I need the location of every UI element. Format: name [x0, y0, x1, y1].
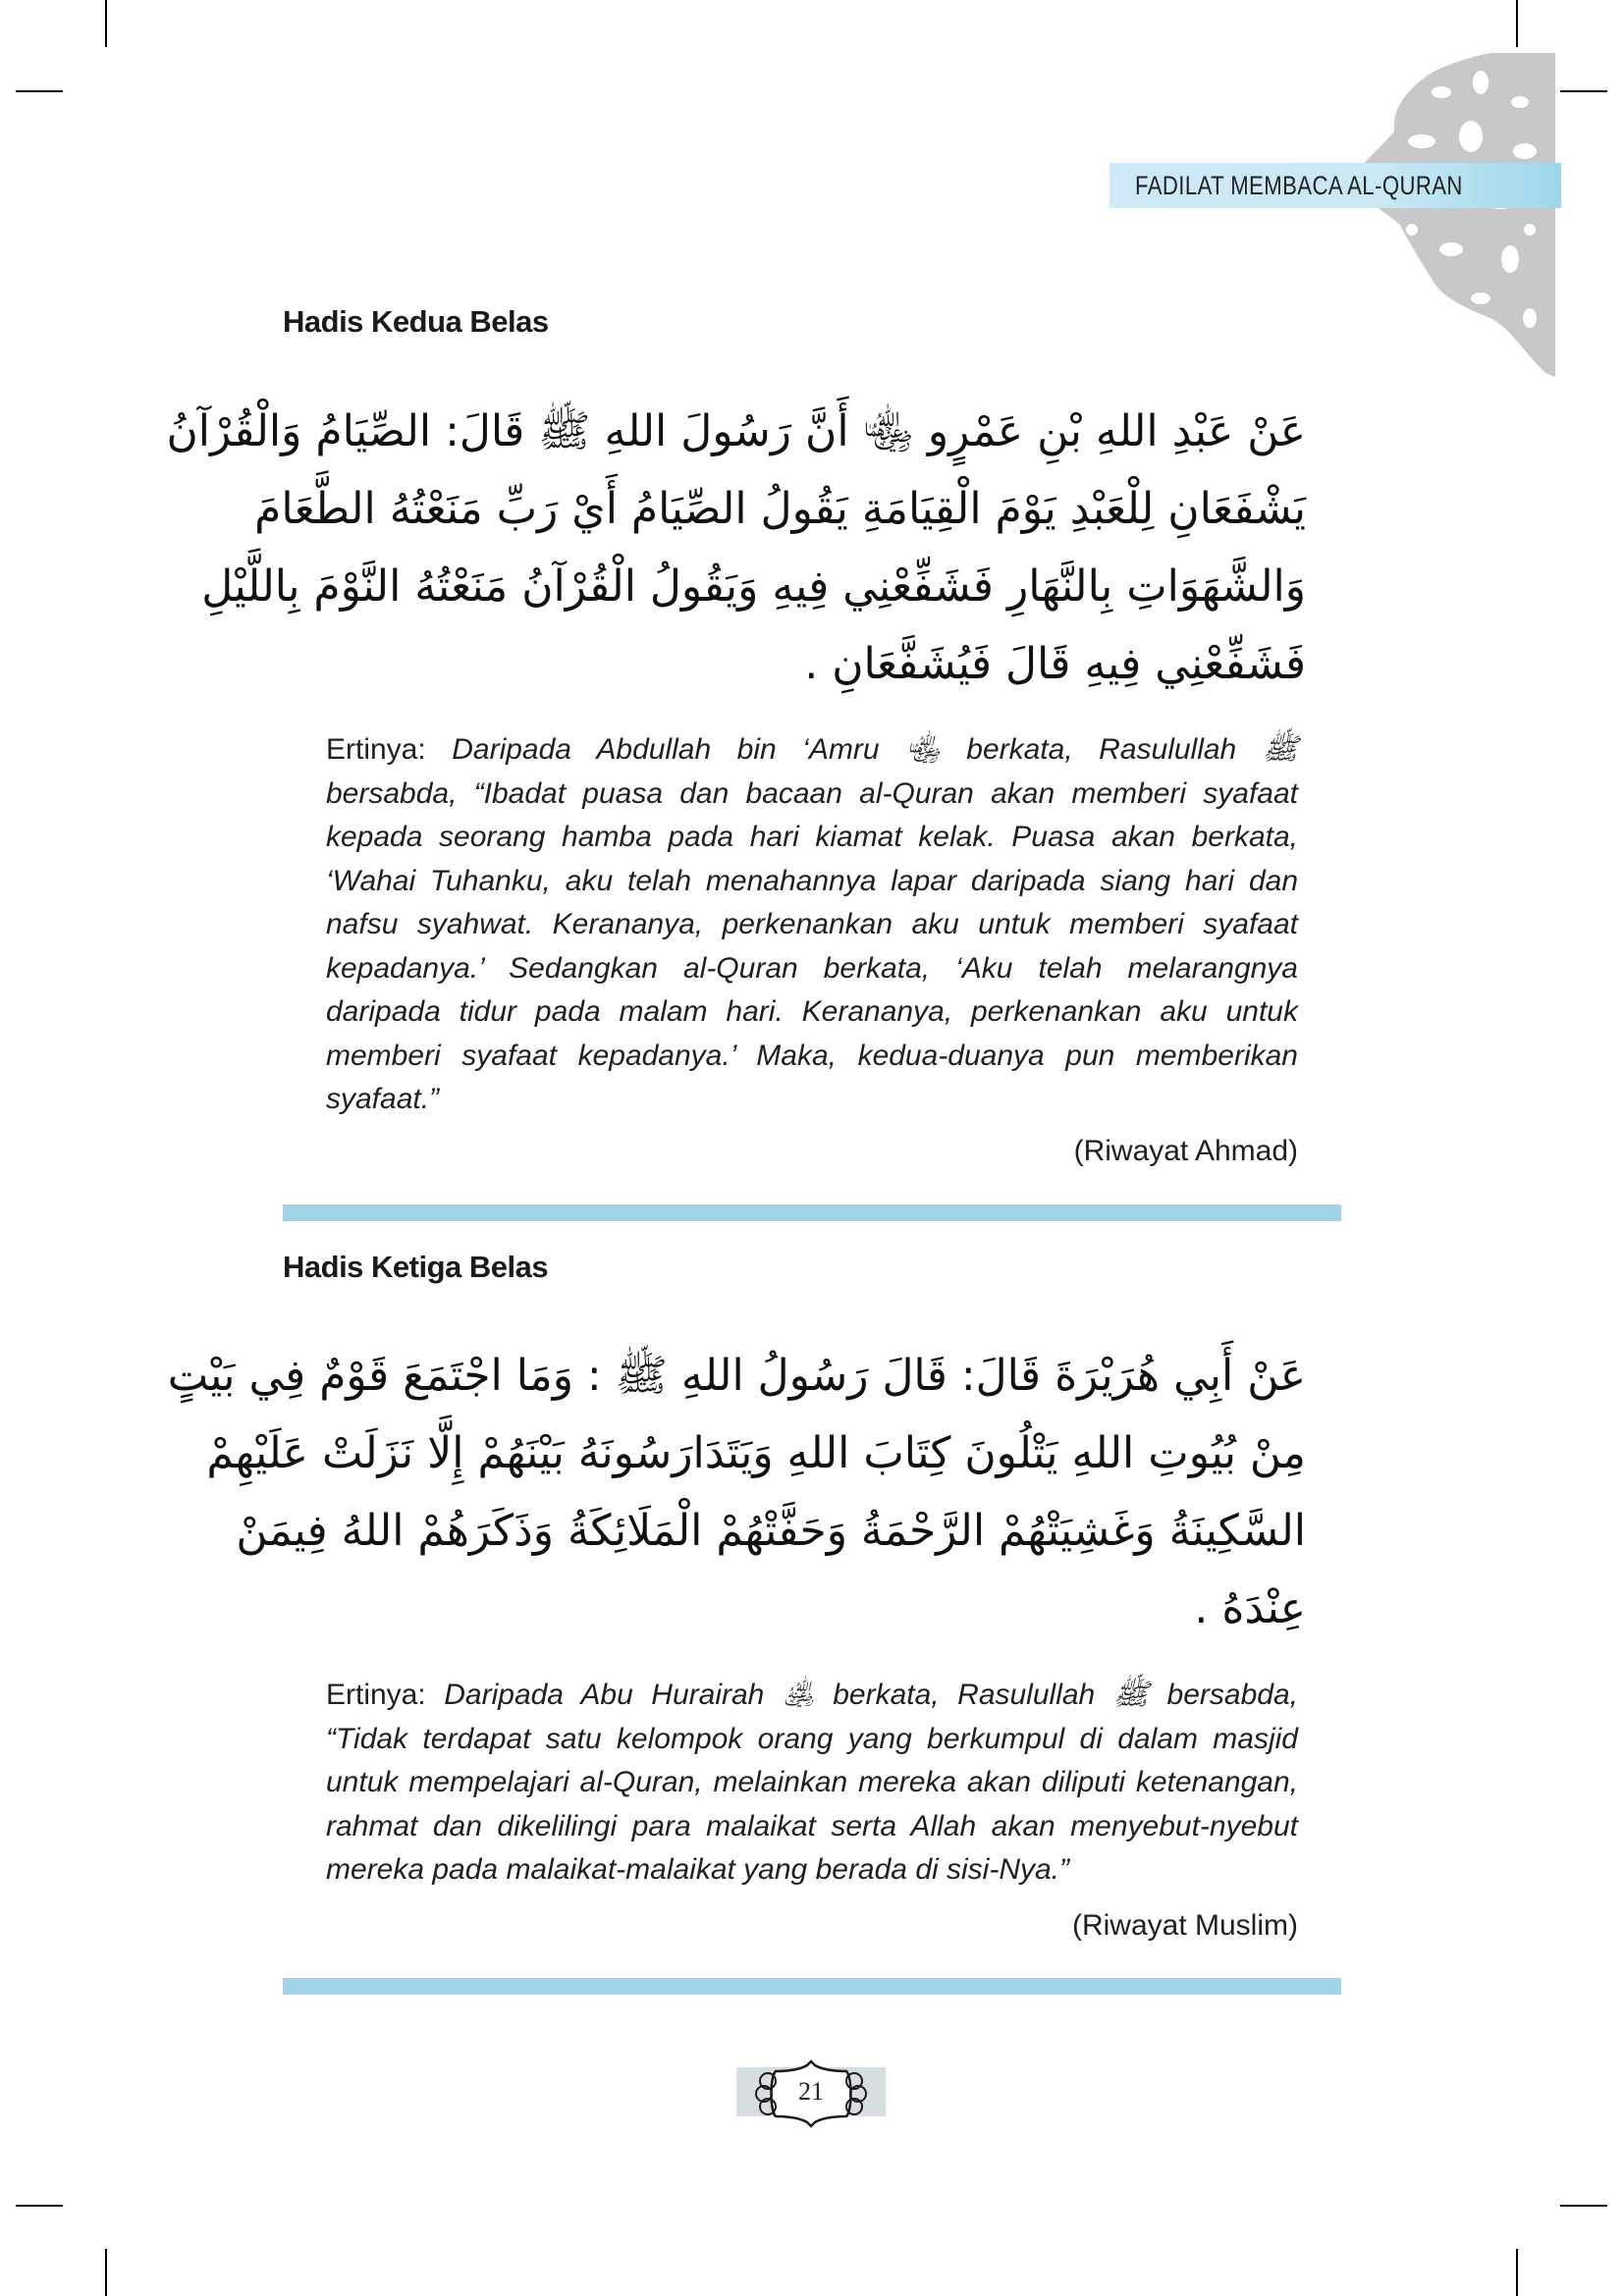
- translation-line: Ertinya: Daripada Abdullah bin ‘Amru ﵄ berkata, Rasulullah ﷺ: [326, 733, 1298, 766]
- arabic-line: وَالشَّهَوَاتِ بِالنَّهَارِ فَشَفِّعْنِي فِيهِ وَيَقُولُ الْقُرْآنُ مَنَعْتُهُ النَّوْمَ بِاللَّيْلِ: [201, 561, 1306, 612]
- translation-line: mereka pada malaikat-malaikat yang berada di sisi-Nya.”: [326, 1853, 1070, 1886]
- crop-mark-bottom-right-horizontal: [1560, 2205, 1607, 2207]
- crop-mark-bottom-left-horizontal: [16, 2205, 63, 2207]
- crop-mark-top-left-horizontal: [16, 90, 63, 92]
- corner-ornament-icon: [1324, 53, 1555, 377]
- translation-text: [326, 1674, 1298, 1893]
- crop-mark-top-right-vertical: [1516, 0, 1518, 47]
- translation-line: syafaat.”: [326, 1083, 440, 1115]
- arabic-line: مِنْ بُيُوتِ اللهِ يَتْلُونَ كِتَابَ اللهِ وَيَتَدَارَسُونَهُ بَيْنَهُمْ إِلَّا نَزَلَتْ عَلَيْهِمْ: [206, 1428, 1306, 1478]
- translation-line: “Tidak terdapat satu kelompok orang yang berkumpul di dalam masjid: [326, 1722, 1298, 1755]
- section-heading: Hadis Kedua Belas: [283, 304, 549, 339]
- crop-mark-bottom-left-vertical: [105, 2249, 107, 2296]
- translation-line: Ertinya: Daripada Abu Hurairah ﵁ berkata, Rasulullah ﷺ bersabda,: [326, 1679, 1298, 1711]
- translation-line: untuk mempelajari al-Quran, melainkan mereka akan diliputi ketenangan,: [326, 1766, 1298, 1798]
- translation-text: [326, 728, 1298, 1122]
- crop-mark-top-right-horizontal: [1560, 90, 1607, 92]
- page-number: 21: [798, 2077, 824, 2106]
- translation-line: bersabda, “Ibadat puasa dan bacaan al-Quran akan memberi syafaat: [326, 776, 1298, 810]
- translation-line: ‘Wahai Tuhanku, aku telah menahannya lapar daripada siang hari dan: [326, 864, 1298, 897]
- crop-mark-top-left-vertical: [105, 0, 107, 47]
- translation-line: kepadanya.’ Sedangkan al-Quran berkata, ‘Aku telah melarangnya: [326, 951, 1298, 985]
- hadith-source: (Riwayat Muslim): [1071, 1909, 1298, 1942]
- arabic-hadith-text: [166, 393, 1306, 703]
- section-divider: [283, 1978, 1341, 1995]
- running-header-title: FADILAT MEMBACA AL-QURAN: [1135, 171, 1463, 200]
- arabic-line: عِنْدَهُ .: [1194, 1583, 1306, 1633]
- page-number-badge: [736, 2059, 886, 2122]
- arabic-hadith-text: [167, 1337, 1306, 1647]
- translation-line: rahmat dan dikelilingi para malaikat serta Allah akan menyebut-nyebut: [326, 1809, 1298, 1842]
- hadith-source: (Riwayat Ahmad): [1073, 1135, 1298, 1167]
- translation-label: Ertinya:: [326, 1679, 426, 1711]
- section-divider: [283, 1204, 1341, 1221]
- translation-line: memberi syafaat kepadanya.’ Maka, kedua-duanya pun memberikan: [326, 1039, 1298, 1072]
- arabic-line: فَشَفِّعْنِي فِيهِ قَالَ فَيُشَفَّعَانِ .: [804, 639, 1306, 689]
- arabic-line: عَنْ عَبْدِ اللهِ بْنِ عَمْرٍو ﵄ أَنَّ رَسُولَ اللهِ ﷺ قَالَ: الصِّيَامُ وَالْقُرْآنُ: [166, 406, 1306, 456]
- translation-line: kepada seorang hamba pada hari kiamat kelak. Puasa akan berkata,: [326, 821, 1298, 853]
- translation-line: daripada tidur pada malam hari. Kerananya, perkenankan aku untuk: [326, 995, 1298, 1028]
- arabic-line: السَّكِينَةُ وَغَشِيَتْهُمْ الرَّحْمَةُ وَحَفَّتْهُمْ الْمَلَائِكَةُ وَذَكَرَهُمْ اللهُ فِيمَنْ: [236, 1506, 1306, 1556]
- translation-line: nafsu syahwat. Kerananya, perkenankan aku untuk memberi syafaat: [326, 908, 1298, 940]
- section-heading: Hadis Ketiga Belas: [283, 1250, 549, 1284]
- arabic-line: عَنْ أَبِي هُرَيْرَةَ قَالَ: قَالَ رَسُولُ اللهِ ﷺ : وَمَا اجْتَمَعَ قَوْمٌ فِي بَيْتٍ: [167, 1351, 1306, 1401]
- arabic-line: يَشْفَعَانِ لِلْعَبْدِ يَوْمَ الْقِيَامَةِ يَقُولُ الصِّيَامُ أَيْ رَبِّ مَنَعْتُهُ الطَّعَامَ: [254, 484, 1306, 534]
- translation-label: Ertinya:: [326, 733, 426, 766]
- crop-mark-bottom-right-vertical: [1516, 2249, 1518, 2296]
